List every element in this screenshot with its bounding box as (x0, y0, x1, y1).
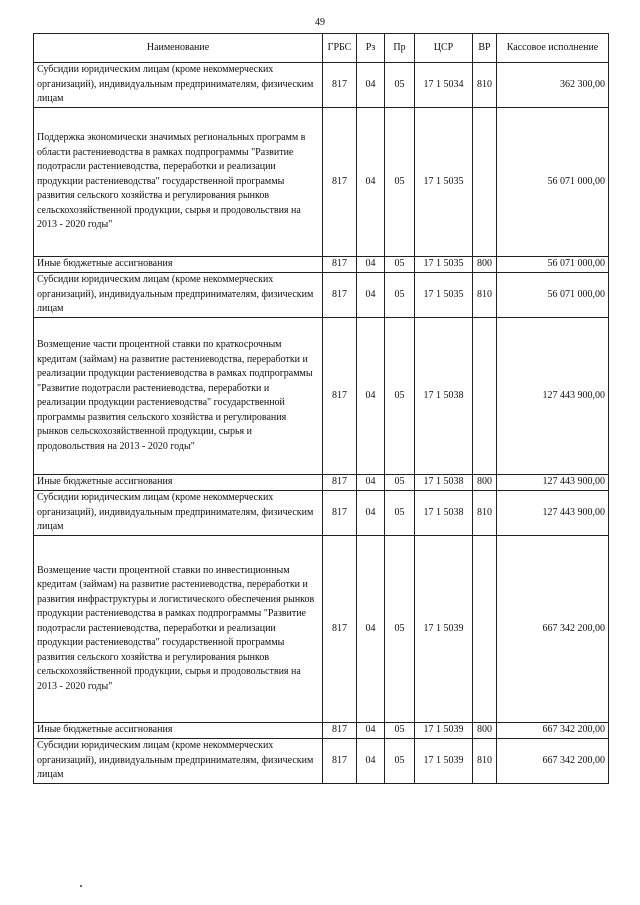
row-pr: 05 (385, 108, 415, 257)
row-rz: 04 (357, 257, 385, 273)
row-csr: 17 1 5035 (415, 108, 473, 257)
row-grbs: 817 (323, 108, 357, 257)
row-grbs: 817 (323, 257, 357, 273)
row-vr: 810 (473, 273, 497, 318)
row-grbs: 817 (323, 273, 357, 318)
row-amount: 667 342 200,00 (497, 739, 609, 784)
row-name: Возмещение части процентной ставки по краткосрочным кредитам (займам) на развитие растениеводства, переработки и реализации продукции растениеводства в рамках подпрограммы "Развитие подотрасли растениеводства, переработки и реализации продукции растениеводства" государственной программы развития сельского хозяйства и регулирования рынков сельскохозяйственной продукции, сырья и продовольствия на 2013 - 2020 годы" (34, 318, 323, 475)
row-csr: 17 1 5039 (415, 739, 473, 784)
table-row (34, 475, 609, 491)
table-row (34, 108, 609, 257)
row-grbs: 817 (323, 536, 357, 723)
row-grbs: 817 (323, 723, 357, 739)
header-pr: Пр (385, 34, 415, 63)
row-pr: 05 (385, 318, 415, 475)
header-name: Наименование (34, 34, 323, 63)
table-row (34, 257, 609, 273)
row-csr: 17 1 5038 (415, 318, 473, 475)
scan-speck (80, 885, 82, 887)
row-grbs: 817 (323, 318, 357, 475)
row-rz: 04 (357, 536, 385, 723)
row-vr: 810 (473, 739, 497, 784)
row-pr: 05 (385, 723, 415, 739)
row-vr: 800 (473, 475, 497, 491)
row-grbs: 817 (323, 63, 357, 108)
row-grbs: 817 (323, 475, 357, 491)
row-pr: 05 (385, 273, 415, 318)
budget-execution-table (33, 33, 609, 784)
row-amount: 56 071 000,00 (497, 108, 609, 257)
row-amount: 56 071 000,00 (497, 273, 609, 318)
table-row (34, 536, 609, 723)
page-number: 49 (315, 17, 325, 28)
row-csr: 17 1 5034 (415, 63, 473, 108)
header-csr: ЦСР (415, 34, 473, 63)
table-header-row (34, 34, 609, 63)
row-name: Возмещение части процентной ставки по инвестиционным кредитам (займам) на развитие растениеводства, переработки и развития инфраструктуры и логистического обеспечения рынков продукции растениеводства в рамках подпрограммы "Развитие подотрасли растениеводства, переработки и реализации продукции растениеводства" государственной программы развития сельского хозяйства и регулирования рынков сельскохозяйственной продукции, сырья и продовольствия на 2013 - 2020 годы" (34, 536, 323, 723)
row-vr: 800 (473, 257, 497, 273)
row-amount: 56 071 000,00 (497, 257, 609, 273)
header-amount: Кассовое исполнение (497, 34, 609, 63)
row-rz: 04 (357, 63, 385, 108)
row-amount: 127 443 900,00 (497, 318, 609, 475)
row-name: Субсидии юридическим лицам (кроме некоммерческих организаций), индивидуальным предпринимателям, физическим лицам (34, 63, 323, 108)
row-amount: 127 443 900,00 (497, 491, 609, 536)
row-pr: 05 (385, 63, 415, 108)
table-row (34, 739, 609, 784)
row-rz: 04 (357, 273, 385, 318)
row-csr: 17 1 5038 (415, 491, 473, 536)
row-pr: 05 (385, 475, 415, 491)
table-row (34, 491, 609, 536)
row-vr: 810 (473, 63, 497, 108)
row-csr: 17 1 5035 (415, 273, 473, 318)
table-row (34, 63, 609, 108)
row-amount: 667 342 200,00 (497, 723, 609, 739)
row-vr (473, 318, 497, 475)
row-vr (473, 536, 497, 723)
row-grbs: 817 (323, 491, 357, 536)
row-name: Субсидии юридическим лицам (кроме некоммерческих организаций), индивидуальным предпринимателям, физическим лицам (34, 273, 323, 318)
table-row (34, 273, 609, 318)
row-grbs: 817 (323, 739, 357, 784)
row-name: Субсидии юридическим лицам (кроме некоммерческих организаций), индивидуальным предпринимателям, физическим лицам (34, 491, 323, 536)
row-amount: 667 342 200,00 (497, 536, 609, 723)
row-csr: 17 1 5039 (415, 723, 473, 739)
header-vr: ВР (473, 34, 497, 63)
row-name: Иные бюджетные ассигнования (34, 257, 323, 273)
row-rz: 04 (357, 475, 385, 491)
row-csr: 17 1 5035 (415, 257, 473, 273)
row-csr: 17 1 5039 (415, 536, 473, 723)
table-row (34, 723, 609, 739)
row-rz: 04 (357, 739, 385, 784)
row-name: Иные бюджетные ассигнования (34, 723, 323, 739)
row-pr: 05 (385, 491, 415, 536)
row-pr: 05 (385, 257, 415, 273)
row-amount: 127 443 900,00 (497, 475, 609, 491)
row-pr: 05 (385, 739, 415, 784)
row-rz: 04 (357, 491, 385, 536)
row-rz: 04 (357, 318, 385, 475)
row-name: Поддержка экономически значимых региональных программ в области растениеводства в рамках подпрограммы "Развитие подотрасли растениеводства, переработки и реализации продукции растениеводства" государственной программы развития сельского хозяйства и регулирования рынков сельскохозяйственной продукции, сырья и продовольствия на 2013 - 2020 годы" (34, 108, 323, 257)
row-name: Субсидии юридическим лицам (кроме некоммерческих организаций), индивидуальным предпринимателям, физическим лицам (34, 739, 323, 784)
header-grbs: ГРБС (323, 34, 357, 63)
row-vr (473, 108, 497, 257)
row-amount: 362 300,00 (497, 63, 609, 108)
header-rz: Рз (357, 34, 385, 63)
row-vr: 810 (473, 491, 497, 536)
table-row (34, 318, 609, 475)
row-rz: 04 (357, 723, 385, 739)
row-csr: 17 1 5038 (415, 475, 473, 491)
row-pr: 05 (385, 536, 415, 723)
row-rz: 04 (357, 108, 385, 257)
row-name: Иные бюджетные ассигнования (34, 475, 323, 491)
row-vr: 800 (473, 723, 497, 739)
